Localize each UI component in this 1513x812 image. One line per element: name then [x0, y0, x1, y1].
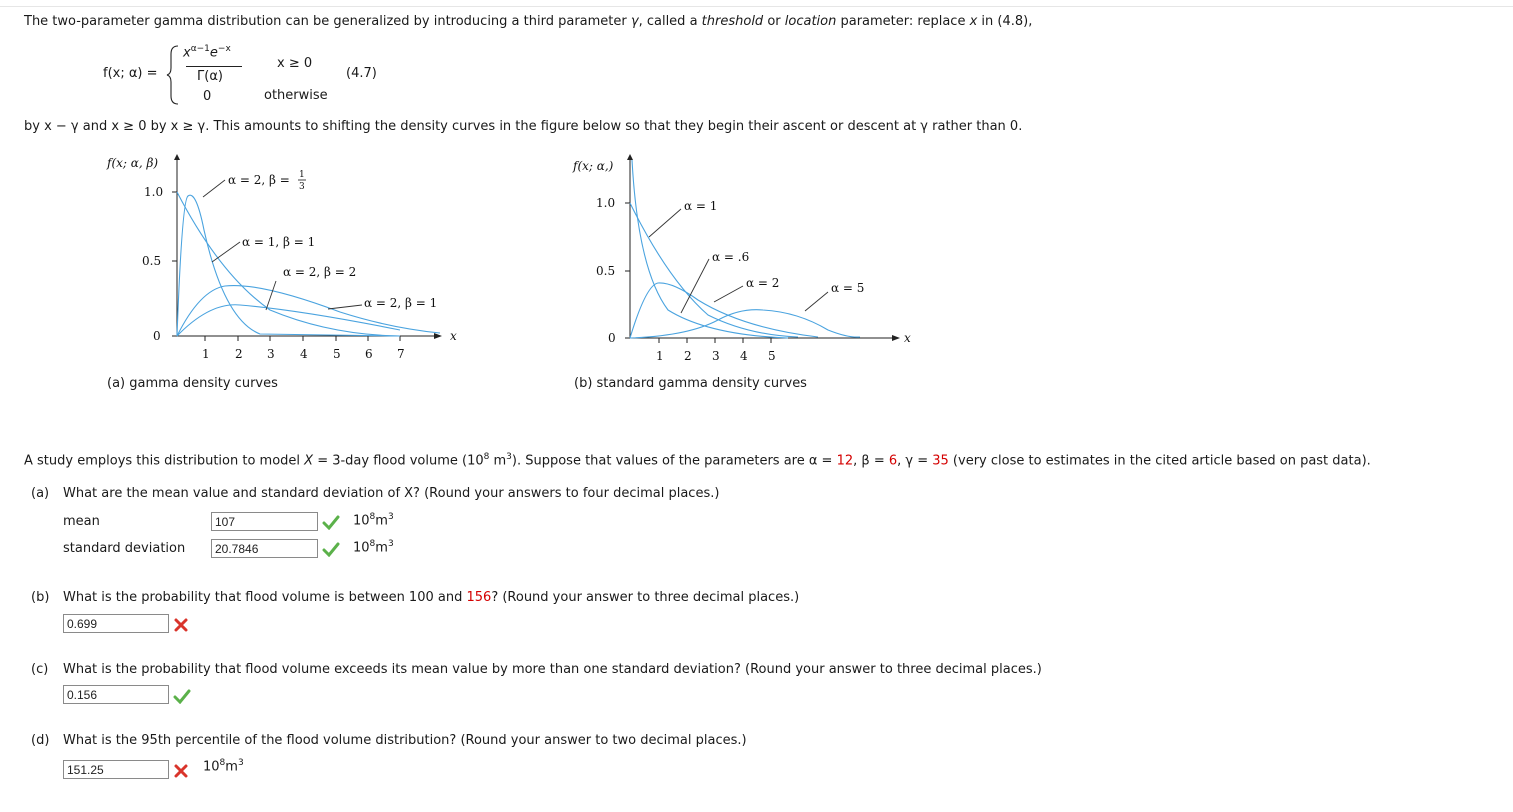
figure-a-xtick: 2 [235, 347, 243, 361]
curve-alpha-5 [630, 310, 860, 338]
figure-a-xlabel: x [450, 329, 457, 343]
part-c-question: What is the probability that flood volume exceeds its mean value by more than one standard deviation? (Round your answer to three decimal places.) [63, 662, 1042, 677]
part-b-tag: (b) [31, 590, 50, 605]
check-icon [322, 541, 340, 557]
part-c-answer-input[interactable]: 0.156 [63, 685, 169, 704]
formula-cond2: otherwise [264, 88, 328, 103]
formula-cond1: x ≥ 0 [277, 56, 313, 71]
part-a-tag: (a) [31, 486, 50, 501]
label-alpha-2: α = 2 [746, 276, 780, 290]
check-icon [173, 688, 191, 704]
figure-b-ylabel: f(x; α,) [573, 159, 614, 173]
figure-b-standard-gamma-curves [568, 150, 918, 370]
formula-lhs: f(x; α) = [103, 66, 158, 81]
figure-a-ytick-1: 1.0 [144, 185, 164, 199]
sd-unit: $10^8m^3$ [353, 539, 394, 556]
part-b-answer-input[interactable]: 0.699 [63, 614, 169, 633]
mean-label: mean [63, 514, 100, 529]
label-a2-b2: α = 2, β = 2 [283, 265, 357, 279]
figure-b-ytick-1: 1.0 [596, 196, 616, 210]
figure-a-caption: (a) gamma density curves [107, 376, 278, 391]
fraction-bar [186, 66, 242, 67]
figure-b-xtick: 1 [656, 349, 664, 363]
figure-b-xtick: 3 [712, 349, 720, 363]
figure-a-y-arrow [174, 154, 180, 160]
part-d-unit: $10^8m^3$ [203, 758, 244, 775]
study-statement: A study employs this distribution to model X = 3-day flood volume ($10^8$ $m^3$). Suppose that values of the parameters are α = 12, β = 6, γ = 35 (very close to estimates in the cited article based on past data). [24, 452, 1371, 469]
figure-b-y-arrow [627, 154, 633, 160]
part-d-answer-input[interactable]: 151.25 [63, 760, 169, 779]
label-frac-num: 1 [299, 170, 305, 180]
figure-a-xtick: 5 [333, 347, 341, 361]
figure-b-x-arrow [892, 335, 900, 341]
x-mark-icon [173, 617, 189, 633]
curve-alpha-2 [630, 283, 818, 338]
formula-numerator: $x^{\alpha-1}e^{-x}$ [183, 44, 231, 61]
label-a2-b1-3: α = 2, β = [228, 173, 290, 187]
figure-a-xtick: 3 [267, 347, 275, 361]
figure-b-xlabel: x [904, 331, 911, 345]
mean-unit: $10^8m^3$ [353, 512, 394, 529]
figure-a-ytick-0: 0 [153, 329, 161, 343]
figure-a-ytick-05: 0.5 [142, 254, 162, 268]
figure-a-xtick: 7 [397, 347, 405, 361]
part-b-question: What is the probability that flood volume is between 100 and 156? (Round your answer to three decimal places.) [63, 590, 800, 605]
label-alpha-0-6: α = .6 [712, 250, 750, 264]
label-alpha-5: α = 5 [831, 281, 865, 295]
sd-input[interactable]: 20.7846 [211, 539, 318, 558]
figure-a-xtick: 1 [202, 347, 210, 361]
mean-input[interactable]: 107 [211, 512, 318, 531]
figure-b-ytick-0: 0 [608, 331, 616, 345]
figure-b-ytick-05: 0.5 [596, 264, 616, 278]
curve-a1-b1 [177, 192, 400, 336]
figure-a-x-arrow [434, 333, 442, 339]
figure-a-gamma-curves [100, 150, 480, 370]
figure-b-caption: (b) standard gamma density curves [574, 376, 807, 391]
part-d-question: What is the 95th percentile of the flood volume distribution? (Round your answer to two decimal places.) [63, 733, 747, 748]
label-a2-b1: α = 2, β = 1 [364, 296, 438, 310]
figure-a-ylabel: f(x; α, β) [107, 156, 159, 170]
label-a1-b1: α = 1, β = 1 [242, 235, 316, 249]
formula-zero: 0 [203, 89, 212, 104]
part-a-question: What are the mean value and standard deviation of X? (Round your answers to four decimal places.) [63, 486, 720, 501]
shift-text: by x − γ and x ≥ 0 by x ≥ γ. This amounts to shifting the density curves in the figure below so that they begin their ascent or descent at γ rather than 0. [24, 119, 1023, 134]
part-d-tag: (d) [31, 733, 50, 748]
check-icon [322, 514, 340, 530]
figure-b-xtick: 4 [740, 349, 748, 363]
curve-alpha-1 [630, 203, 798, 337]
intro-text: The two-parameter gamma distribution can be generalized by introducing a third parameter γ, called a threshold or location parameter: replace x in (4.8), [24, 14, 1033, 29]
top-divider [0, 6, 1513, 7]
label-alpha-1: α = 1 [684, 199, 718, 213]
figure-b-xtick: 5 [768, 349, 776, 363]
x-mark-icon [173, 763, 189, 779]
figure-b-xtick: 2 [684, 349, 692, 363]
figure-a-xtick: 4 [300, 347, 308, 361]
sd-label: standard deviation [63, 541, 186, 556]
label-frac-den: 3 [299, 182, 305, 192]
curve-a2-b2 [177, 286, 440, 336]
figure-a-xtick: 6 [365, 347, 373, 361]
equation-number: (4.7) [346, 66, 377, 81]
left-brace [166, 44, 180, 106]
part-c-tag: (c) [31, 662, 49, 677]
formula-denominator: Γ(α) [197, 69, 223, 84]
